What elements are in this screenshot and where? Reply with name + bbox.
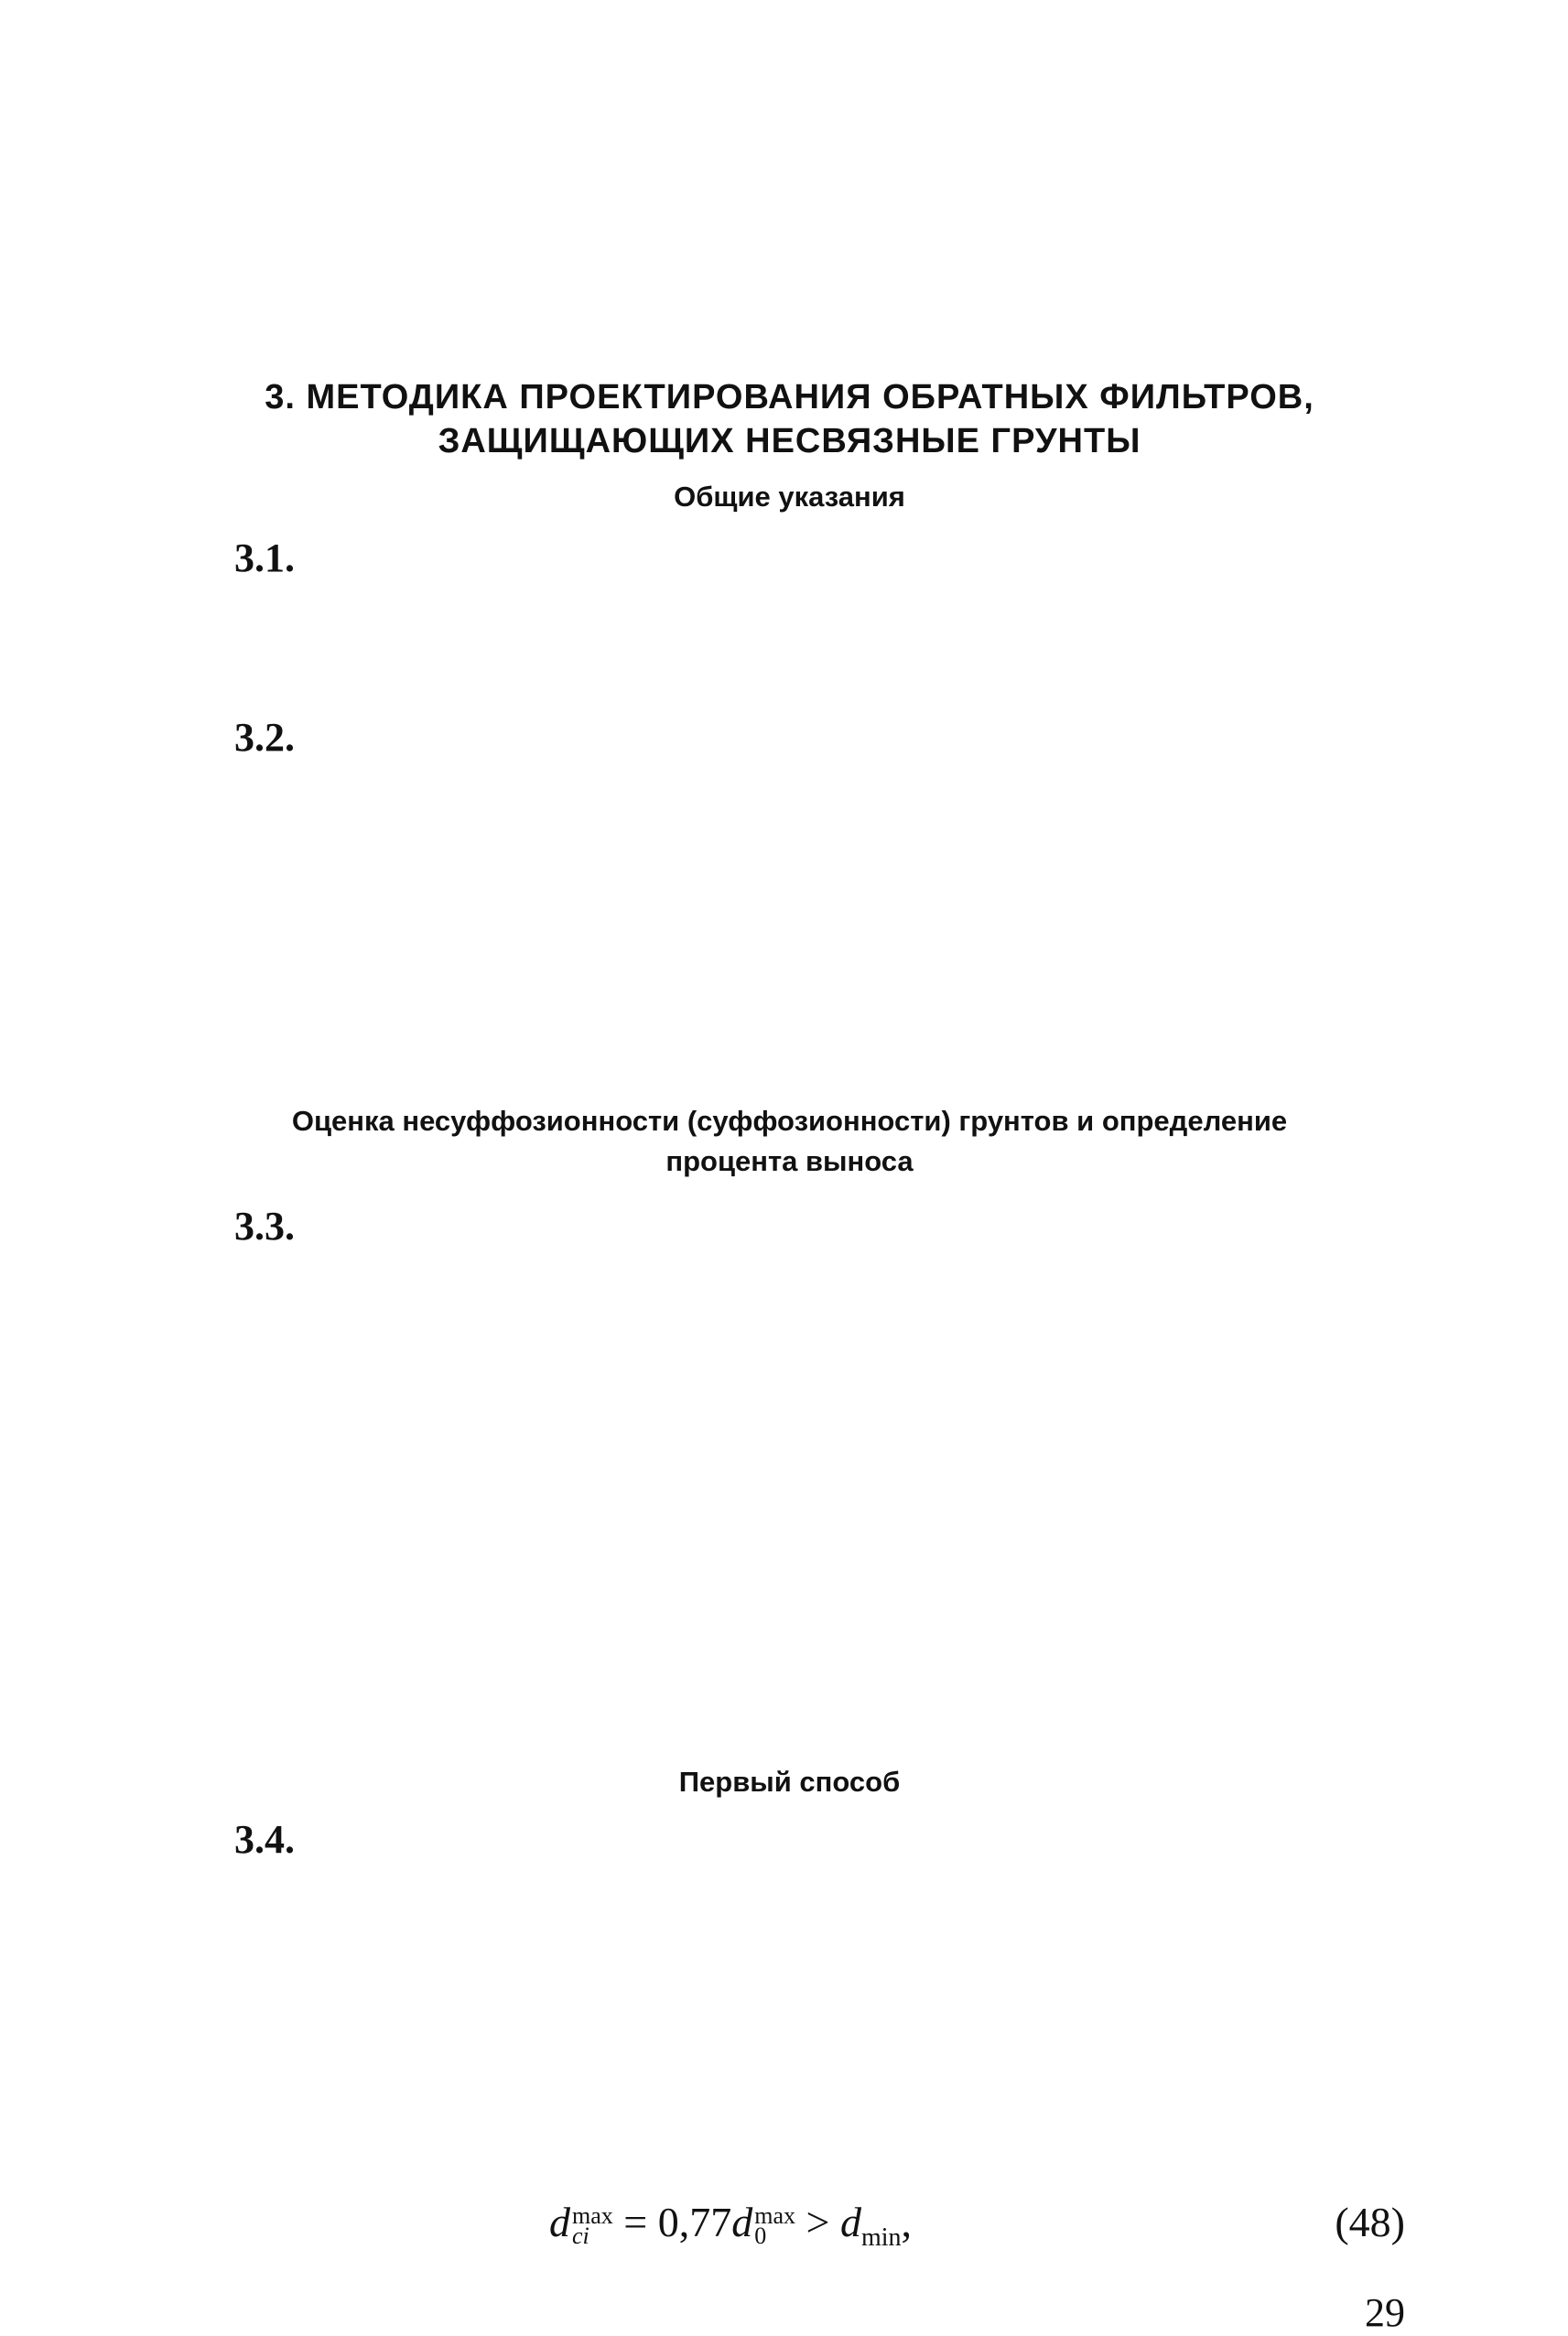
item-number: 3.4.: [234, 1817, 295, 1862]
paragraph-3-4: [174, 1817, 1405, 1862]
document-page: [174, 151, 1405, 2335]
subheading-general: Общие указания: [674, 481, 905, 513]
formula-48: [174, 2198, 1405, 2255]
item-number: 3.2.: [234, 715, 295, 760]
item-number: 3.3.: [234, 1204, 295, 1249]
formula-expression: d max ci = 0,77d max 0 > $d_{min}$,: [549, 2199, 912, 2253]
section-title: 3. МЕТОДИКА ПРОЕКТИРОВАНИЯ ОБРАТНЫХ ФИЛЬТРОВ, ЗАЩИЩАЮЩИХ НЕСВЯЗНЫЕ ГРУНТЫ: [265, 378, 1314, 460]
paragraph-3-3: [174, 1204, 1405, 1249]
subheading-first-method: Первый способ: [678, 1766, 901, 1798]
paragraph-3-1: [174, 535, 1405, 580]
paragraph-3-2: [174, 715, 1405, 760]
item-number: 3.1.: [234, 535, 295, 580]
formula-number: (48): [1335, 2199, 1405, 2245]
subheading-assessment: Оценка несуффозионности (суффозионности) грунтов и определение процента выноса: [291, 1105, 1288, 1177]
page-number: 29: [1365, 2290, 1405, 2335]
